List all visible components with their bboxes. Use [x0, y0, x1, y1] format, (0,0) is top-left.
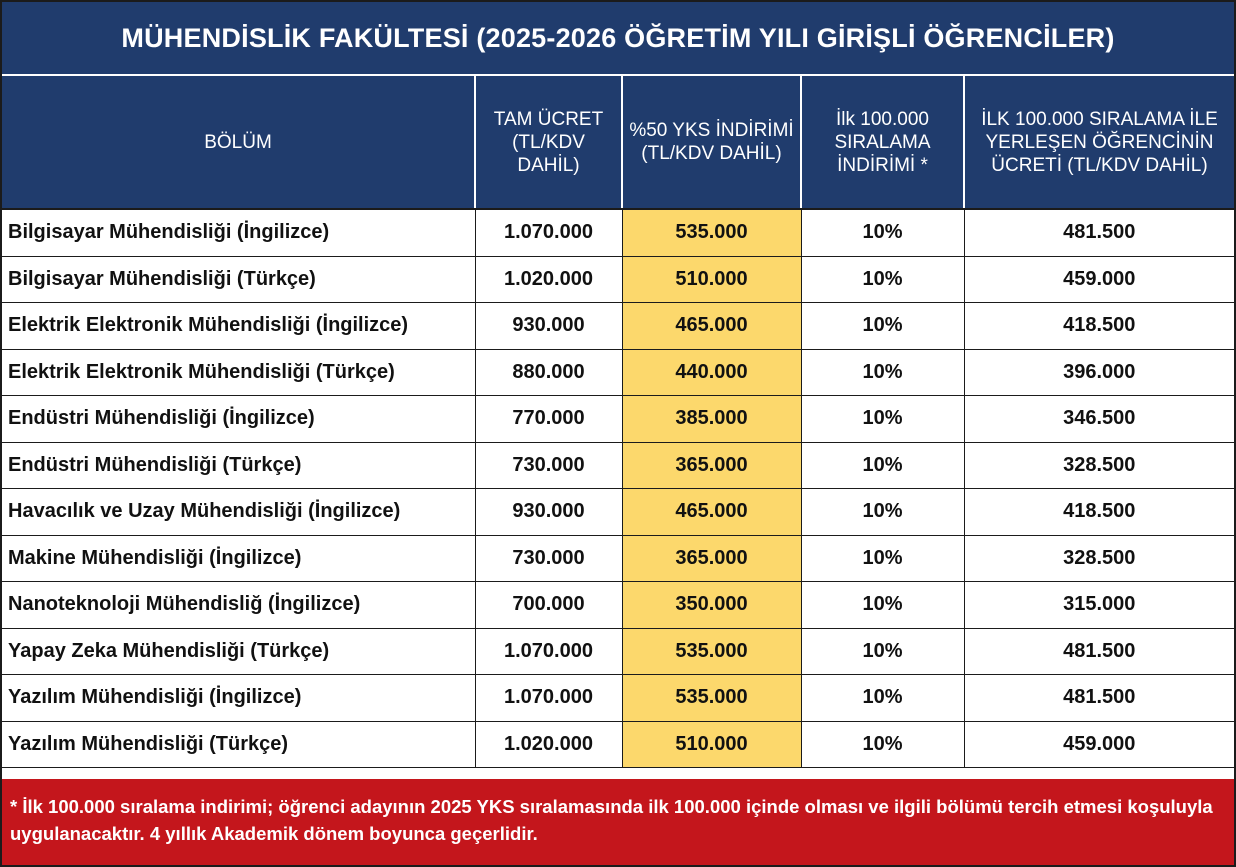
- department-cell: Endüstri Mühendisliği (İngilizce): [2, 396, 475, 443]
- department-cell: Endüstri Mühendisliği (Türkçe): [2, 442, 475, 489]
- table-row: [2, 396, 1234, 443]
- table-row: [2, 303, 1234, 350]
- ranking-discount-cell: 10%: [801, 442, 964, 489]
- table-row: [2, 535, 1234, 582]
- final-fee-cell: 328.500: [964, 442, 1234, 489]
- final-fee-cell: 315.000: [964, 582, 1234, 629]
- department-cell: Bilgisayar Mühendisliği (İngilizce): [2, 209, 475, 256]
- column-header-full-fee: TAM ÜCRET (TL/KDV DAHİL): [475, 76, 622, 209]
- final-fee-cell: 459.000: [964, 721, 1234, 768]
- yks-discount-cell: 365.000: [622, 442, 801, 489]
- ranking-discount-cell: 10%: [801, 489, 964, 536]
- ranking-discount-cell: 10%: [801, 349, 964, 396]
- table-row: [2, 721, 1234, 768]
- full-fee-cell: 730.000: [475, 535, 622, 582]
- department-cell: Makine Mühendisliği (İngilizce): [2, 535, 475, 582]
- yks-discount-cell: 465.000: [622, 489, 801, 536]
- table-row: [2, 256, 1234, 303]
- full-fee-cell: 1.020.000: [475, 256, 622, 303]
- final-fee-cell: 396.000: [964, 349, 1234, 396]
- final-fee-cell: 418.500: [964, 303, 1234, 350]
- yks-discount-cell: 535.000: [622, 675, 801, 722]
- table-row: [2, 628, 1234, 675]
- full-fee-cell: 770.000: [475, 396, 622, 443]
- column-header-department: BÖLÜM: [2, 76, 475, 209]
- yks-discount-cell: 465.000: [622, 303, 801, 350]
- final-fee-cell: 328.500: [964, 535, 1234, 582]
- table-header-row: [2, 76, 1234, 209]
- table-row: [2, 489, 1234, 536]
- column-header-ranking-discount: İlk 100.000 SIRALAMA İNDİRİMİ *: [801, 76, 964, 209]
- ranking-discount-cell: 10%: [801, 535, 964, 582]
- ranking-discount-cell: 10%: [801, 396, 964, 443]
- table-row: [2, 349, 1234, 396]
- yks-discount-cell: 365.000: [622, 535, 801, 582]
- ranking-discount-cell: 10%: [801, 721, 964, 768]
- department-cell: Havacılık ve Uzay Mühendisliği (İngilizce): [2, 489, 475, 536]
- full-fee-cell: 930.000: [475, 303, 622, 350]
- fee-table: [2, 76, 1234, 768]
- table-row: [2, 442, 1234, 489]
- full-fee-cell: 1.070.000: [475, 675, 622, 722]
- full-fee-cell: 1.020.000: [475, 721, 622, 768]
- ranking-discount-cell: 10%: [801, 303, 964, 350]
- column-header-yks-discount: %50 YKS İNDİRİMİ (TL/KDV DAHİL): [622, 76, 801, 209]
- full-fee-cell: 1.070.000: [475, 628, 622, 675]
- final-fee-cell: 418.500: [964, 489, 1234, 536]
- table-row: [2, 209, 1234, 256]
- department-cell: Nanoteknoloji Mühendisliğ (İngilizce): [2, 582, 475, 629]
- department-cell: Yapay Zeka Mühendisliği (Türkçe): [2, 628, 475, 675]
- yks-discount-cell: 440.000: [622, 349, 801, 396]
- table-row: [2, 582, 1234, 629]
- ranking-discount-cell: 10%: [801, 209, 964, 256]
- yks-discount-cell: 510.000: [622, 721, 801, 768]
- full-fee-cell: 1.070.000: [475, 209, 622, 256]
- final-fee-cell: 481.500: [964, 675, 1234, 722]
- final-fee-cell: 346.500: [964, 396, 1234, 443]
- page-title: MÜHENDİSLİK FAKÜLTESİ (2025-2026 ÖĞRETİM YILI GİRİŞLİ ÖĞRENCİLER): [2, 2, 1234, 76]
- yks-discount-cell: 510.000: [622, 256, 801, 303]
- department-cell: Bilgisayar Mühendisliği (Türkçe): [2, 256, 475, 303]
- final-fee-cell: 481.500: [964, 628, 1234, 675]
- ranking-discount-cell: 10%: [801, 628, 964, 675]
- full-fee-cell: 880.000: [475, 349, 622, 396]
- department-cell: Yazılım Mühendisliği (Türkçe): [2, 721, 475, 768]
- department-cell: Yazılım Mühendisliği (İngilizce): [2, 675, 475, 722]
- full-fee-cell: 700.000: [475, 582, 622, 629]
- table-row: [2, 675, 1234, 722]
- department-cell: Elektrik Elektronik Mühendisliği (Türkçe): [2, 349, 475, 396]
- ranking-discount-cell: 10%: [801, 675, 964, 722]
- column-header-final-fee: İLK 100.000 SIRALAMA İLE YERLEŞEN ÖĞRENCİNİN ÜCRETİ (TL/KDV DAHİL): [964, 76, 1234, 209]
- final-fee-cell: 481.500: [964, 209, 1234, 256]
- department-cell: Elektrik Elektronik Mühendisliği (İngilizce): [2, 303, 475, 350]
- full-fee-cell: 730.000: [475, 442, 622, 489]
- ranking-discount-cell: 10%: [801, 256, 964, 303]
- full-fee-cell: 930.000: [475, 489, 622, 536]
- footnote: * İlk 100.000 sıralama indirimi; öğrenci adayının 2025 YKS sıralamasında ilk 100.000 içinde olması ve ilgili bölümü tercih etmesi koşuluyla uygulanacaktır. 4 yıllık Akademik dönem boyunca geçerlidir.: [2, 779, 1234, 865]
- final-fee-cell: 459.000: [964, 256, 1234, 303]
- yks-discount-cell: 385.000: [622, 396, 801, 443]
- yks-discount-cell: 350.000: [622, 582, 801, 629]
- ranking-discount-cell: 10%: [801, 582, 964, 629]
- yks-discount-cell: 535.000: [622, 628, 801, 675]
- yks-discount-cell: 535.000: [622, 209, 801, 256]
